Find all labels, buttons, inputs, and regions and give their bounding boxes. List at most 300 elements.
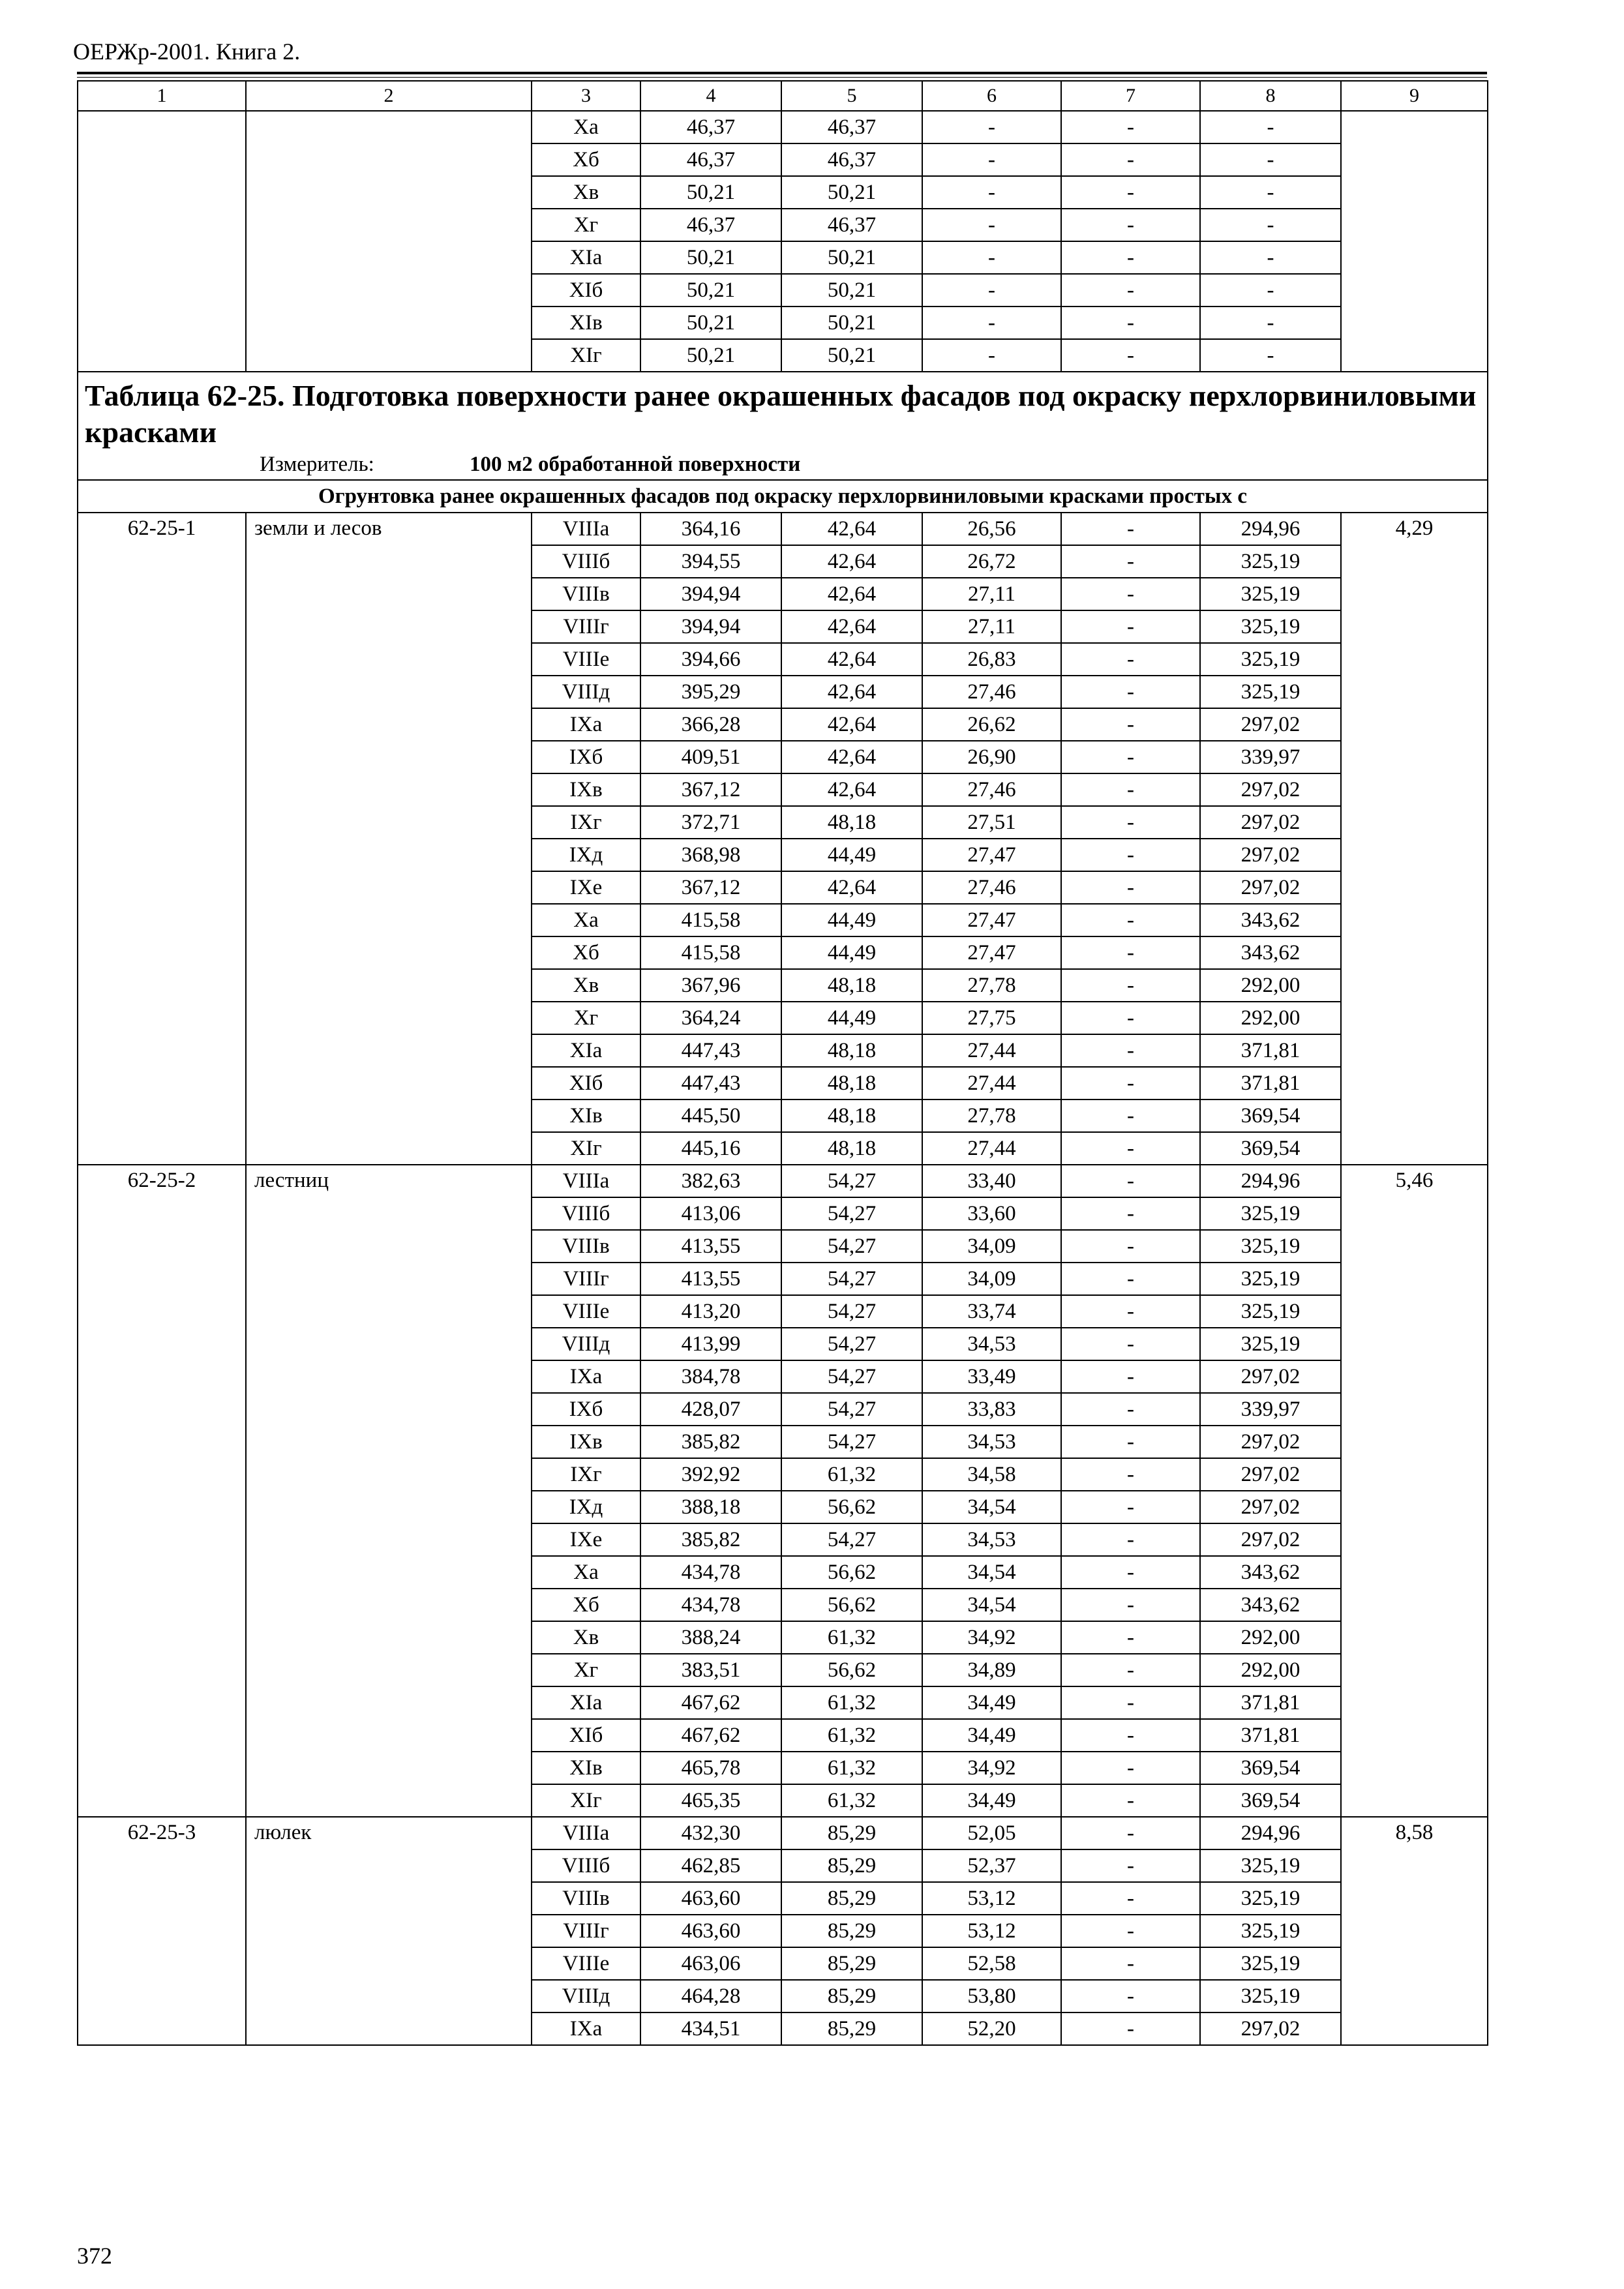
value-cell: VIIIe [532, 1295, 640, 1328]
value-cell: 413,55 [640, 1230, 781, 1263]
value-cell: 294,96 [1200, 1165, 1341, 1197]
value-cell: - [1061, 676, 1200, 708]
column-header-cell: 3 [532, 81, 640, 111]
value-cell: IXa [532, 2012, 640, 2045]
value-cell: 46,37 [781, 209, 922, 241]
value-cell: 27,44 [922, 1034, 1061, 1067]
last-col-cell: 4,29 [1341, 513, 1488, 1165]
value-cell: - [1200, 143, 1341, 176]
value-cell: - [1061, 1752, 1200, 1784]
value-cell: 394,55 [640, 545, 781, 578]
table-body [78, 81, 1488, 2045]
value-cell: 50,21 [640, 241, 781, 274]
value-cell: 53,12 [922, 1882, 1061, 1915]
value-cell: IXa [532, 1360, 640, 1393]
value-cell: 34,54 [922, 1491, 1061, 1523]
value-cell: 325,19 [1200, 545, 1341, 578]
value-cell: VIIIб [532, 1849, 640, 1882]
value-cell: 50,21 [640, 274, 781, 307]
value-cell: VIIIa [532, 1165, 640, 1197]
value-cell: 34,89 [922, 1654, 1061, 1686]
value-cell: - [1200, 339, 1341, 372]
code-cell: 62-25-3 [78, 1817, 246, 2045]
table-row [78, 1165, 1488, 1197]
value-cell: IXв [532, 773, 640, 806]
value-cell: 48,18 [781, 806, 922, 839]
column-header-cell: 6 [922, 81, 1061, 111]
value-cell: 371,81 [1200, 1719, 1341, 1752]
value-cell: 27,46 [922, 773, 1061, 806]
value-cell: 34,92 [922, 1621, 1061, 1654]
name-cell: лестниц [246, 1165, 532, 1817]
header-rule-thin [77, 77, 1487, 78]
value-cell: 85,29 [781, 1882, 922, 1915]
value-cell: 56,62 [781, 1556, 922, 1589]
value-cell: 292,00 [1200, 969, 1341, 1002]
value-cell: 364,24 [640, 1002, 781, 1034]
price-table [77, 80, 1488, 2046]
value-cell: 462,85 [640, 1849, 781, 1882]
code-cell: 62-25-2 [78, 1165, 246, 1817]
value-cell: - [1061, 1002, 1200, 1034]
value-cell: - [1061, 1393, 1200, 1426]
value-cell: - [1061, 839, 1200, 871]
value-cell: - [1061, 1947, 1200, 1980]
value-cell: Xб [532, 143, 640, 176]
value-cell: 388,24 [640, 1621, 781, 1654]
value-cell: - [1061, 741, 1200, 773]
value-cell: - [1061, 643, 1200, 676]
value-cell: 292,00 [1200, 1654, 1341, 1686]
measure-value: 100 м2 обработанной поверхности [470, 453, 801, 476]
page-header-title: ОЕРЖр-2001. Книга 2. [73, 38, 301, 65]
name-cell [246, 111, 532, 372]
header-rule-thick [77, 72, 1487, 74]
value-cell: - [1061, 1882, 1200, 1915]
value-cell: 27,44 [922, 1067, 1061, 1100]
value-cell: IXг [532, 806, 640, 839]
table-row [78, 1817, 1488, 1849]
value-cell: 325,19 [1200, 1197, 1341, 1230]
value-cell: 44,49 [781, 1002, 922, 1034]
value-cell: - [1061, 1360, 1200, 1393]
value-cell: 447,43 [640, 1034, 781, 1067]
value-cell: 27,78 [922, 1100, 1061, 1132]
value-cell: XIв [532, 1100, 640, 1132]
value-cell: 292,00 [1200, 1002, 1341, 1034]
column-header-cell: 1 [78, 81, 246, 111]
value-cell: - [1061, 143, 1200, 176]
value-cell: 383,51 [640, 1654, 781, 1686]
value-cell: - [1061, 578, 1200, 610]
value-cell: 46,37 [640, 209, 781, 241]
value-cell: 415,58 [640, 936, 781, 969]
value-cell: XIa [532, 1686, 640, 1719]
value-cell: 432,30 [640, 1817, 781, 1849]
value-cell: 50,21 [781, 307, 922, 339]
value-cell: 42,64 [781, 741, 922, 773]
value-cell: - [1061, 2012, 1200, 2045]
value-cell: 372,71 [640, 806, 781, 839]
last-col-cell: 5,46 [1341, 1165, 1488, 1817]
value-cell: 385,82 [640, 1523, 781, 1556]
value-cell: 42,64 [781, 643, 922, 676]
value-cell: XIб [532, 1719, 640, 1752]
value-cell: 297,02 [1200, 2012, 1341, 2045]
value-cell: 364,16 [640, 513, 781, 545]
value-cell: 54,27 [781, 1360, 922, 1393]
value-cell: 27,46 [922, 676, 1061, 708]
value-cell: 50,21 [781, 274, 922, 307]
value-cell: 56,62 [781, 1491, 922, 1523]
value-cell: - [1061, 1784, 1200, 1817]
value-cell: Xб [532, 936, 640, 969]
value-cell: 34,09 [922, 1230, 1061, 1263]
value-cell: - [1061, 1915, 1200, 1947]
value-cell: - [1200, 111, 1341, 143]
value-cell: 34,54 [922, 1589, 1061, 1621]
value-cell: VIIIe [532, 1947, 640, 1980]
value-cell: 27,47 [922, 904, 1061, 936]
value-cell: 368,98 [640, 839, 781, 871]
value-cell: 61,32 [781, 1458, 922, 1491]
name-cell: земли и лесов [246, 513, 532, 1165]
value-cell: 33,60 [922, 1197, 1061, 1230]
value-cell: 413,99 [640, 1328, 781, 1360]
value-cell: VIIIe [532, 643, 640, 676]
value-cell: 371,81 [1200, 1686, 1341, 1719]
value-cell: 27,75 [922, 1002, 1061, 1034]
column-header-cell: 5 [781, 81, 922, 111]
value-cell: 463,60 [640, 1882, 781, 1915]
value-cell: IXв [532, 1426, 640, 1458]
value-cell: 33,83 [922, 1393, 1061, 1426]
value-cell: 463,06 [640, 1947, 781, 1980]
value-cell: 325,19 [1200, 1295, 1341, 1328]
value-cell: 297,02 [1200, 1523, 1341, 1556]
value-cell: 34,49 [922, 1784, 1061, 1817]
value-cell: 54,27 [781, 1295, 922, 1328]
value-cell: 292,00 [1200, 1621, 1341, 1654]
value-cell: XIв [532, 1752, 640, 1784]
value-cell: IXд [532, 839, 640, 871]
value-cell: 48,18 [781, 1067, 922, 1100]
value-cell: - [922, 209, 1061, 241]
value-cell: 297,02 [1200, 1458, 1341, 1491]
value-cell: 85,29 [781, 1915, 922, 1947]
value-cell: 382,63 [640, 1165, 781, 1197]
value-cell: 26,90 [922, 741, 1061, 773]
value-cell: 325,19 [1200, 1882, 1341, 1915]
value-cell: - [1200, 209, 1341, 241]
value-cell: 33,40 [922, 1165, 1061, 1197]
value-cell: VIIIд [532, 1328, 640, 1360]
value-cell: 413,06 [640, 1197, 781, 1230]
value-cell: 366,28 [640, 708, 781, 741]
value-cell: 297,02 [1200, 1426, 1341, 1458]
value-cell: 52,05 [922, 1817, 1061, 1849]
value-cell: 26,72 [922, 545, 1061, 578]
value-cell: 325,19 [1200, 578, 1341, 610]
value-cell: 61,32 [781, 1719, 922, 1752]
value-cell: 34,53 [922, 1523, 1061, 1556]
value-cell: 294,96 [1200, 1817, 1341, 1849]
value-cell: Xг [532, 1002, 640, 1034]
value-cell: 27,51 [922, 806, 1061, 839]
value-cell: - [1061, 1295, 1200, 1328]
value-cell: 413,20 [640, 1295, 781, 1328]
value-cell: 42,64 [781, 773, 922, 806]
value-cell: 50,21 [781, 241, 922, 274]
value-cell: - [1061, 339, 1200, 372]
value-cell: 369,54 [1200, 1784, 1341, 1817]
value-cell: 26,83 [922, 643, 1061, 676]
value-cell: 42,64 [781, 513, 922, 545]
value-cell: 50,21 [781, 339, 922, 372]
value-cell: - [922, 274, 1061, 307]
value-cell: IXд [532, 1491, 640, 1523]
value-cell: 33,74 [922, 1295, 1061, 1328]
value-cell: IXб [532, 741, 640, 773]
value-cell: 50,21 [781, 176, 922, 209]
value-cell: - [922, 241, 1061, 274]
value-cell: 297,02 [1200, 839, 1341, 871]
value-cell: 27,11 [922, 578, 1061, 610]
value-cell: 297,02 [1200, 773, 1341, 806]
value-cell: 464,28 [640, 1980, 781, 2012]
value-cell: - [1061, 871, 1200, 904]
value-cell: 52,37 [922, 1849, 1061, 1882]
value-cell: VIIIг [532, 1915, 640, 1947]
value-cell: - [1061, 1230, 1200, 1263]
value-cell: 325,19 [1200, 1849, 1341, 1882]
value-cell: 61,32 [781, 1784, 922, 1817]
value-cell: XIa [532, 241, 640, 274]
value-cell: 27,11 [922, 610, 1061, 643]
column-header-cell: 2 [246, 81, 532, 111]
value-cell: - [1061, 1980, 1200, 2012]
code-cell [78, 111, 246, 372]
value-cell: 325,19 [1200, 1263, 1341, 1295]
page-number: 372 [77, 2243, 112, 2269]
value-cell: - [1061, 773, 1200, 806]
value-cell: 52,58 [922, 1947, 1061, 1980]
value-cell: 463,60 [640, 1915, 781, 1947]
value-cell: 413,55 [640, 1263, 781, 1295]
value-cell: - [1061, 176, 1200, 209]
value-cell: 46,37 [640, 111, 781, 143]
value-cell: 34,92 [922, 1752, 1061, 1784]
value-cell: 434,51 [640, 2012, 781, 2045]
value-cell: Xa [532, 904, 640, 936]
value-cell: 52,20 [922, 2012, 1061, 2045]
value-cell: - [1061, 513, 1200, 545]
value-cell: - [1061, 904, 1200, 936]
value-cell: 34,09 [922, 1263, 1061, 1295]
value-cell: 392,92 [640, 1458, 781, 1491]
value-cell: - [1061, 1556, 1200, 1589]
measure-label: Измеритель: [260, 453, 374, 476]
value-cell: - [1061, 610, 1200, 643]
value-cell: - [1061, 1263, 1200, 1295]
value-cell: 369,54 [1200, 1100, 1341, 1132]
value-cell: 339,97 [1200, 1393, 1341, 1426]
value-cell: 27,78 [922, 969, 1061, 1002]
value-cell: 26,56 [922, 513, 1061, 545]
value-cell: - [922, 307, 1061, 339]
value-cell: 44,49 [781, 936, 922, 969]
value-cell: XIб [532, 1067, 640, 1100]
value-cell: VIIIд [532, 1980, 640, 2012]
value-cell: 54,27 [781, 1165, 922, 1197]
value-cell: 325,19 [1200, 643, 1341, 676]
value-cell: 465,78 [640, 1752, 781, 1784]
value-cell: 369,54 [1200, 1752, 1341, 1784]
value-cell: 48,18 [781, 969, 922, 1002]
value-cell: 50,21 [640, 176, 781, 209]
value-cell: XIг [532, 1784, 640, 1817]
value-cell: 343,62 [1200, 904, 1341, 936]
value-cell: - [1200, 307, 1341, 339]
value-cell: - [1061, 1328, 1200, 1360]
value-cell: 27,47 [922, 936, 1061, 969]
value-cell: - [1200, 241, 1341, 274]
value-cell: 297,02 [1200, 1491, 1341, 1523]
value-cell: 85,29 [781, 1817, 922, 1849]
value-cell: 48,18 [781, 1132, 922, 1165]
value-cell: 27,47 [922, 839, 1061, 871]
value-cell: - [1061, 111, 1200, 143]
value-cell: 415,58 [640, 904, 781, 936]
value-cell: 33,49 [922, 1360, 1061, 1393]
value-cell: - [922, 143, 1061, 176]
value-cell: 42,64 [781, 708, 922, 741]
value-cell: - [1061, 969, 1200, 1002]
last-col-cell [1341, 111, 1488, 372]
value-cell: XIв [532, 307, 640, 339]
value-cell: 34,54 [922, 1556, 1061, 1589]
value-cell: - [1061, 1719, 1200, 1752]
value-cell: 325,19 [1200, 1947, 1341, 1980]
table-subtitle-row [78, 480, 1488, 513]
value-cell: IXг [532, 1458, 640, 1491]
value-cell: 428,07 [640, 1393, 781, 1426]
value-cell: 367,12 [640, 773, 781, 806]
value-cell: 343,62 [1200, 1589, 1341, 1621]
value-cell: 42,64 [781, 676, 922, 708]
value-cell: 325,19 [1200, 1230, 1341, 1263]
value-cell: 465,35 [640, 1784, 781, 1817]
value-cell: IXe [532, 1523, 640, 1556]
value-cell: 394,66 [640, 643, 781, 676]
value-cell: - [1061, 1100, 1200, 1132]
table-title: Таблица 62-25. Подготовка поверхности ранее окрашенных фасадов под окраску перхлорвиниловыми красками [85, 379, 1477, 449]
value-cell: 445,50 [640, 1100, 781, 1132]
value-cell: Xa [532, 111, 640, 143]
value-cell: VIIIa [532, 513, 640, 545]
value-cell: Xб [532, 1589, 640, 1621]
value-cell: 26,62 [922, 708, 1061, 741]
value-cell: 367,12 [640, 871, 781, 904]
value-cell: - [1200, 176, 1341, 209]
value-cell: 445,16 [640, 1132, 781, 1165]
value-cell: VIIIд [532, 676, 640, 708]
last-col-cell: 8,58 [1341, 1817, 1488, 2045]
value-cell: 27,46 [922, 871, 1061, 904]
value-cell: IXa [532, 708, 640, 741]
value-cell: 343,62 [1200, 1556, 1341, 1589]
value-cell: Xв [532, 969, 640, 1002]
value-cell: - [1061, 1621, 1200, 1654]
value-cell: 54,27 [781, 1426, 922, 1458]
value-cell: 48,18 [781, 1034, 922, 1067]
value-cell: - [1061, 806, 1200, 839]
value-cell: 394,94 [640, 610, 781, 643]
value-cell: Xв [532, 176, 640, 209]
value-cell: 325,19 [1200, 1328, 1341, 1360]
value-cell: 367,96 [640, 969, 781, 1002]
table-title-cell [78, 372, 1488, 480]
value-cell: 325,19 [1200, 610, 1341, 643]
value-cell: - [1061, 545, 1200, 578]
value-cell: IXб [532, 1393, 640, 1426]
value-cell: 27,44 [922, 1132, 1061, 1165]
value-cell: 297,02 [1200, 871, 1341, 904]
value-cell: 34,53 [922, 1328, 1061, 1360]
value-cell: - [1061, 1458, 1200, 1491]
value-cell: 434,78 [640, 1589, 781, 1621]
value-cell: 388,18 [640, 1491, 781, 1523]
value-cell: - [1061, 1034, 1200, 1067]
table-subtitle: Огрунтовка ранее окрашенных фасадов под окраску перхлорвиниловыми красками простых с [78, 480, 1488, 513]
value-cell: Xг [532, 209, 640, 241]
value-cell: 42,64 [781, 610, 922, 643]
value-cell: 46,37 [781, 143, 922, 176]
value-cell: - [1061, 1426, 1200, 1458]
value-cell: - [1061, 1197, 1200, 1230]
value-cell: 409,51 [640, 741, 781, 773]
table-row [78, 111, 1488, 143]
value-cell: 42,64 [781, 578, 922, 610]
column-header-row [78, 81, 1488, 111]
value-cell: 44,49 [781, 904, 922, 936]
value-cell: 325,19 [1200, 1915, 1341, 1947]
value-cell: 385,82 [640, 1426, 781, 1458]
column-header-cell: 4 [640, 81, 781, 111]
value-cell: Xг [532, 1654, 640, 1686]
column-header-cell: 9 [1341, 81, 1488, 111]
value-cell: 42,64 [781, 545, 922, 578]
value-cell: - [922, 339, 1061, 372]
value-cell: 54,27 [781, 1523, 922, 1556]
value-cell: 369,54 [1200, 1132, 1341, 1165]
value-cell: 50,21 [640, 339, 781, 372]
value-cell: 294,96 [1200, 513, 1341, 545]
value-cell: - [1061, 274, 1200, 307]
value-cell: VIIIв [532, 1882, 640, 1915]
value-cell: 343,62 [1200, 936, 1341, 969]
value-cell: 54,27 [781, 1263, 922, 1295]
value-cell: VIIIв [532, 578, 640, 610]
value-cell: 85,29 [781, 2012, 922, 2045]
value-cell: IXe [532, 871, 640, 904]
value-cell: 325,19 [1200, 1980, 1341, 2012]
code-cell: 62-25-1 [78, 513, 246, 1165]
value-cell: XIa [532, 1034, 640, 1067]
value-cell: - [1061, 307, 1200, 339]
value-cell: - [1061, 1067, 1200, 1100]
value-cell: 297,02 [1200, 1360, 1341, 1393]
